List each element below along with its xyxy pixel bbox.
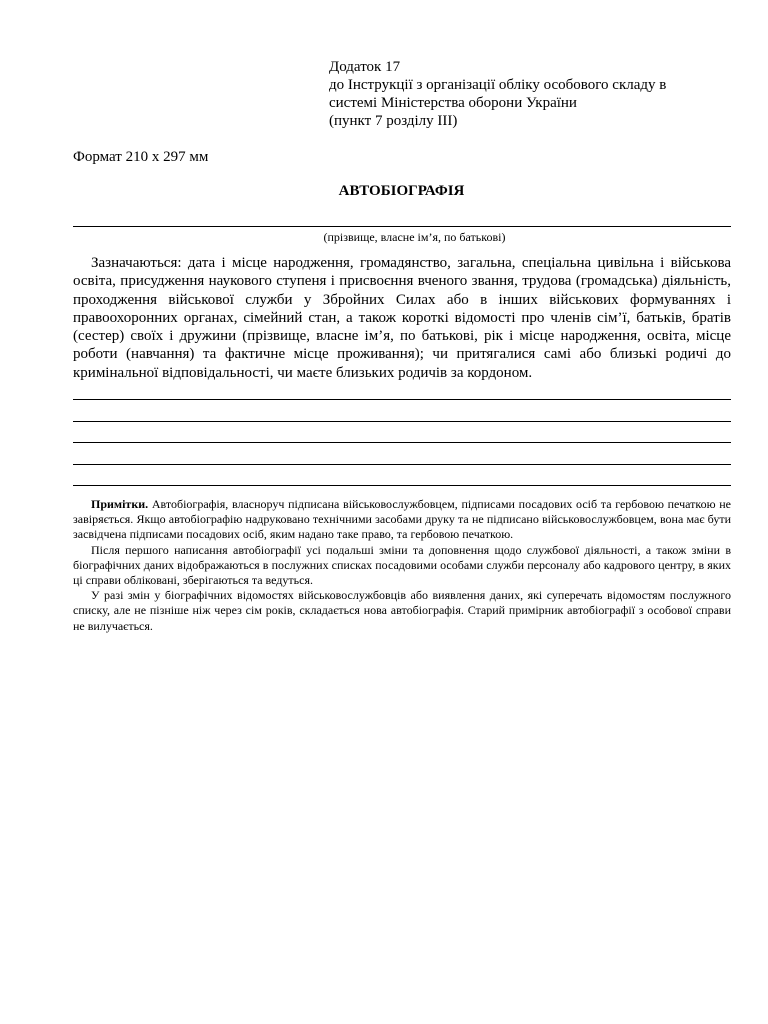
document-title: АВТОБІОГРАФІЯ [338,183,465,199]
instructions-paragraph: Зазначаються: дата і місце народження, громадянство, загальна, спеціальна цивільна і військова освіта, присудження наукового ступеня і присвоєння вченого звання, трудова (громадська) діяльність, проходження військової служби у Збройних Силах або в інших військових формуваннях і правоохоронних органах, сімейний стан, а також короткі відомості про членів сім’ї, батьків, братів (сестер) своїх і дружини (прізвище, власне ім’я, по батькові, рік і місце народження, освіта, місце роботи (навчання) та фактичне місце проживання); чи притягалися самі або близькі родичі до кримінальної відповідальності, чи маєте близьких родичів за кордоном. [73,255,731,381]
format-label: Формат 210 х 297 мм [73,149,209,165]
appendix-reference: до Інструкції з організації обліку особового складу в [329,77,667,93]
name-fill-line[interactable] [73,226,731,227]
notes-text-1: Автобіографія, власноруч підписана військовослужбовцем, підписами посадових осіб та гербовою печаткою не завіряється. Якщо автобіографію надруковано технічними засобами друку та не підписано військовослужбовцем, вона має бути засвідчена підписами посадових осіб, яким надано таке право, та гербовою печаткою. [73,497,731,542]
appendix-number: Додаток 17 [329,59,401,75]
writing-line[interactable] [73,464,731,465]
notes-paragraph-1 [73,497,731,543]
appendix-ministry: системі Міністерства оборони України [329,95,577,111]
writing-line[interactable] [73,442,731,443]
notes-paragraph-3: У разі змін у біографічних відомостях військовослужбовців або виявлення даних, які суперечать відомостям послужного списку, але не пізніше ніж через сім років, складається нова автобіографія. Старий примірник автобіографії з особової справи не вилучається. [73,588,731,633]
appendix-clause: (пункт 7 розділу ІІІ) [329,113,458,129]
writing-line[interactable] [73,399,731,400]
writing-lines [73,399,731,507]
writing-line[interactable] [73,421,731,422]
notes-label: Примітки. [91,497,149,511]
writing-line[interactable] [73,485,731,486]
name-caption: (прізвище, власне ім’я, по батькові) [323,230,506,244]
notes-paragraph-2: Після першого написання автобіографії усі подальші зміни та доповнення щодо службової діяльності, а також зміни в біографічних даних відображаються в послужних списках посадовими особами служби персоналу або кадрового центру, в яких ці справи обліковані, зберігаються та ведуться. [73,542,731,588]
appendix-header [329,58,729,130]
notes-section [73,497,731,634]
